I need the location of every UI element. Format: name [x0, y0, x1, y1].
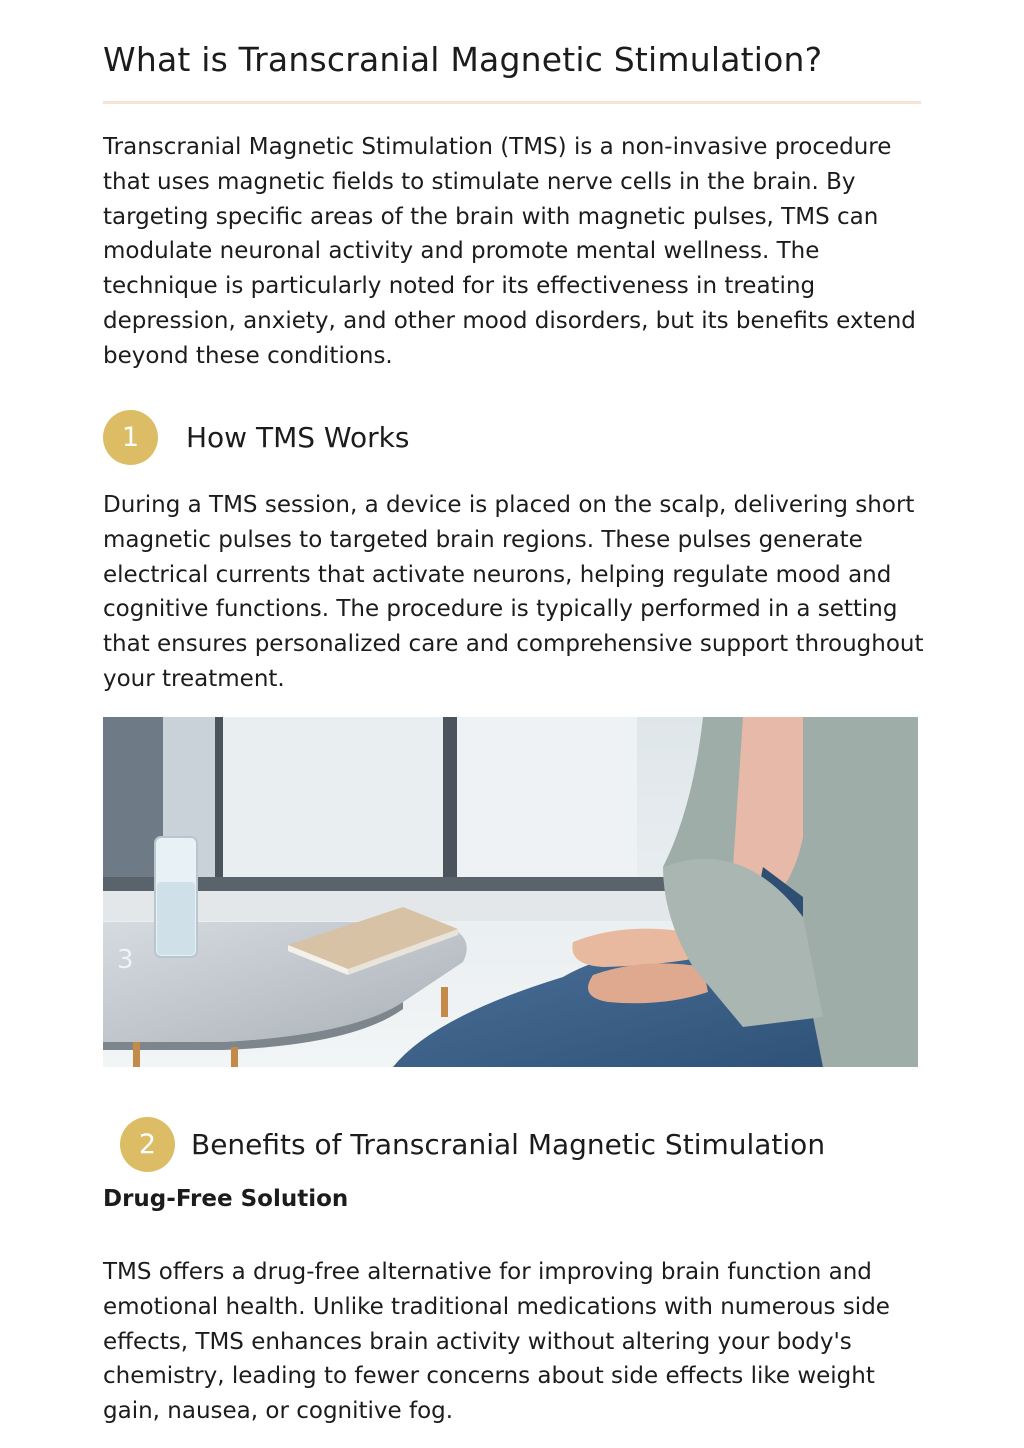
- step-number-badge: 1: [103, 410, 158, 465]
- section-title: How TMS Works: [186, 421, 410, 454]
- photo-overlay-number: 3: [117, 945, 134, 975]
- intro-paragraph: Transcranial Magnetic Stimulation (TMS) is a non-invasive procedure that uses magnetic fields to stimulate nerve cells in the brain. By targeting specific areas of the brain with magnetic pulses, TMS can modulate neuronal activity and promote mental wellness. The technique is particularly noted for its effectiveness in treating depression, anxiety, and other mood disorders, but its benefits extend beyond these conditions.: [103, 134, 916, 369]
- benefit-subheading: Drug-Free Solution: [103, 1186, 349, 1212]
- page-title: What is Transcranial Magnetic Stimulation?: [103, 40, 823, 79]
- benefit-paragraph: TMS offers a drug-free alternative for improving brain function and emotional health. Unlike traditional medications with numerous side effects, TMS enhances brain activity without altering your body's chemistry, leading to fewer concerns about side effects like weight gain, nausea, or cognitive fog.: [103, 1259, 890, 1425]
- section-title: Benefits of Transcranial Magnetic Stimulation: [191, 1128, 826, 1161]
- section-how-tms-works-heading: [103, 410, 409, 465]
- step-number-badge: 2: [120, 1117, 175, 1172]
- section-benefits-heading: [120, 1117, 825, 1172]
- how-tms-works-paragraph: During a TMS session, a device is placed on the scalp, delivering short magnetic pulses to targeted brain regions. These pulses generate electrical currents that activate neurons, helping regulate mood and cognitive functions. The procedure is typically performed in a setting that ensures personalized care and comprehensive support throughout your treatment.: [103, 492, 924, 692]
- therapy-session-photo: [103, 717, 918, 1067]
- title-divider: [103, 101, 921, 104]
